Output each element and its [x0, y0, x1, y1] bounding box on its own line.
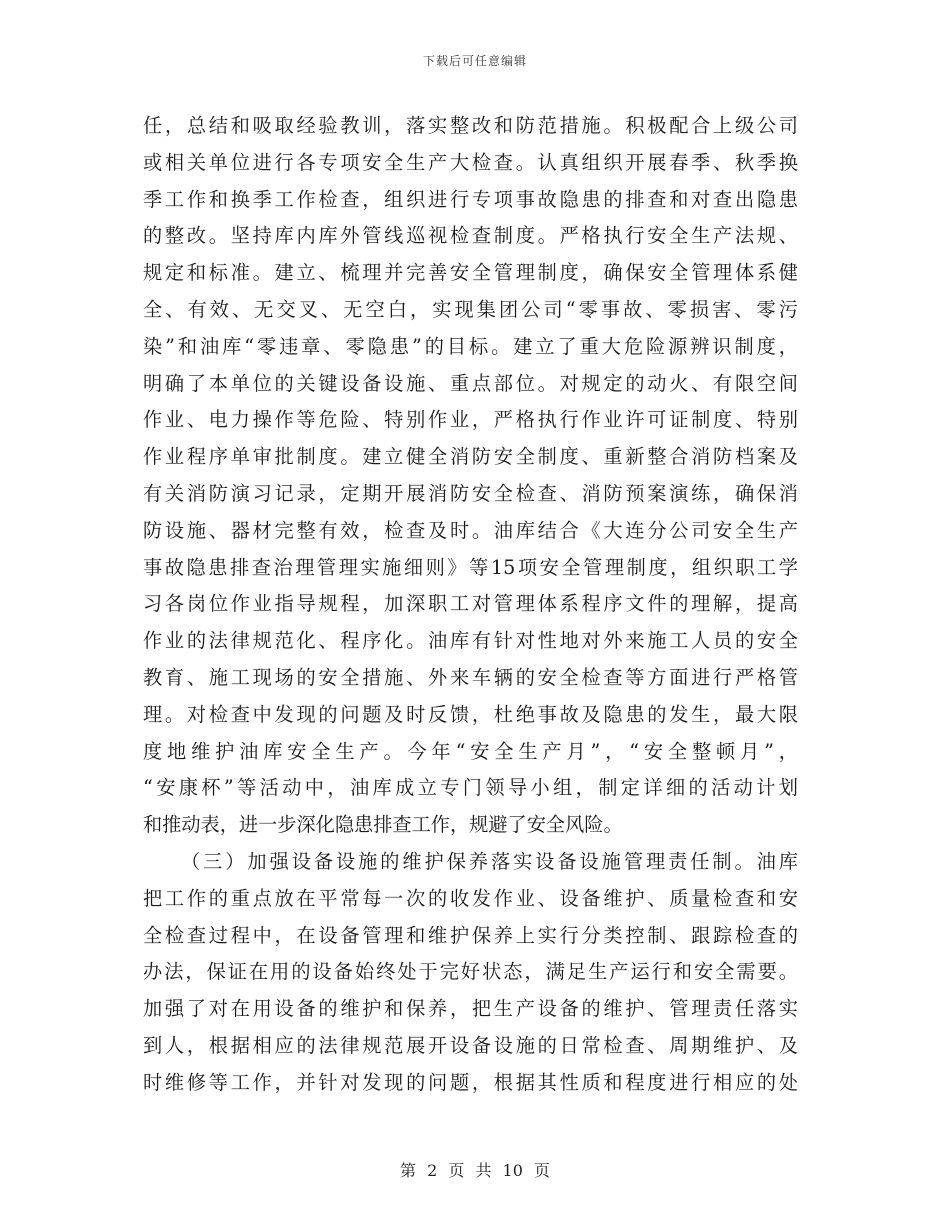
text-line: 的整改。坚持库内库外管线巡视检查制度。严格执行安全生产法规、 — [143, 224, 798, 248]
section-heading-line: （三）加强设备设施的维护保养落实设备设施管理责任制。油库 — [181, 849, 798, 873]
page-header: 下载后可任意编辑 — [422, 54, 527, 68]
text-line: 规定和标准。建立、梳理并完善安全管理制度，确保安全管理体系健 — [143, 261, 798, 285]
text-line: 明确了本单位的关键设备设施、重点部位。对规定的动火、有限空间 — [143, 371, 798, 395]
text-line: “安康杯”等活动中，油库成立专门领导小组，制定详细的活动计划 — [143, 776, 798, 800]
document-body — [143, 108, 798, 1102]
text-line: 季工作和换季工作检查，组织进行专项事故隐患的排查和对查出隐患 — [143, 187, 798, 211]
text-line: 理。对检查中发现的问题及时反馈，杜绝事故及隐患的发生，最大限 — [143, 702, 798, 726]
text-line: 作业、电力操作等危险、特别作业，严格执行作业许可证制度、特别 — [143, 408, 798, 432]
text-line: 教育、施工现场的安全措施、外来车辆的安全检查等方面进行严格管 — [143, 665, 798, 689]
text-line: 加强了对在用设备的维护和保养，把生产设备的维护、管理责任落实 — [143, 997, 798, 1021]
text-line: 全、有效、无交叉、无空白，实现集团公司“零事故、零损害、零污 — [143, 297, 798, 321]
text-line: 防设施、器材完整有效，检查及时。油库结合《大连分公司安全生产 — [143, 518, 798, 542]
text-line: 任，总结和吸取经验教训，落实整改和防范措施。积极配合上级公司 — [143, 114, 798, 137]
text-line: 到人，根据相应的法律规范展开设备设施的日常检查、周期维护、及 — [143, 1033, 798, 1057]
text-line: 有关消防演习记录，定期开展消防安全检查、消防预案演练，确保消 — [143, 481, 798, 505]
text-line: 时维修等工作，并针对发现的问题，根据其性质和程度进行相应的处 — [143, 1070, 798, 1094]
text-line: 度地维护油库安全生产。今年“安全生产月”，“安全整顿月”， — [143, 739, 798, 763]
text-line: 把工作的重点放在平常每一次的收发作业、设备维护、质量检查和安 — [143, 886, 798, 910]
text-line: 作业程序单审批制度。建立健全消防安全制度、重新整合消防档案及 — [143, 445, 798, 469]
text-line: 作业的法律规范化、程序化。油库有针对性地对外来施工人员的安全 — [143, 629, 798, 653]
text-line: 或相关单位进行各专项安全生产大检查。认真组织开展春季、秋季换 — [143, 150, 798, 174]
text-line: 事故隐患排查治理管理实施细则》等15项安全管理制度，组织职工学 — [143, 555, 798, 579]
text-line: 办法，保证在用的设备始终处于完好状态，满足生产运行和安全需要。 — [143, 960, 798, 984]
page-number: 第 2 页 共 10 页 — [400, 1161, 550, 1180]
text-line: 习各岗位作业指导规程，加深职工对管理体系程序文件的理解，提高 — [143, 592, 798, 616]
paragraph-last-line: 和推动表，进一步深化隐患排查工作，规避了安全风险。 — [143, 813, 623, 837]
text-line: 全检查过程中，在设备管理和维护保养上实行分类控制、跟踪检查的 — [143, 923, 798, 947]
text-line: 染”和油库“零违章、零隐患”的目标。建立了重大危险源辨识制度， — [143, 334, 798, 358]
